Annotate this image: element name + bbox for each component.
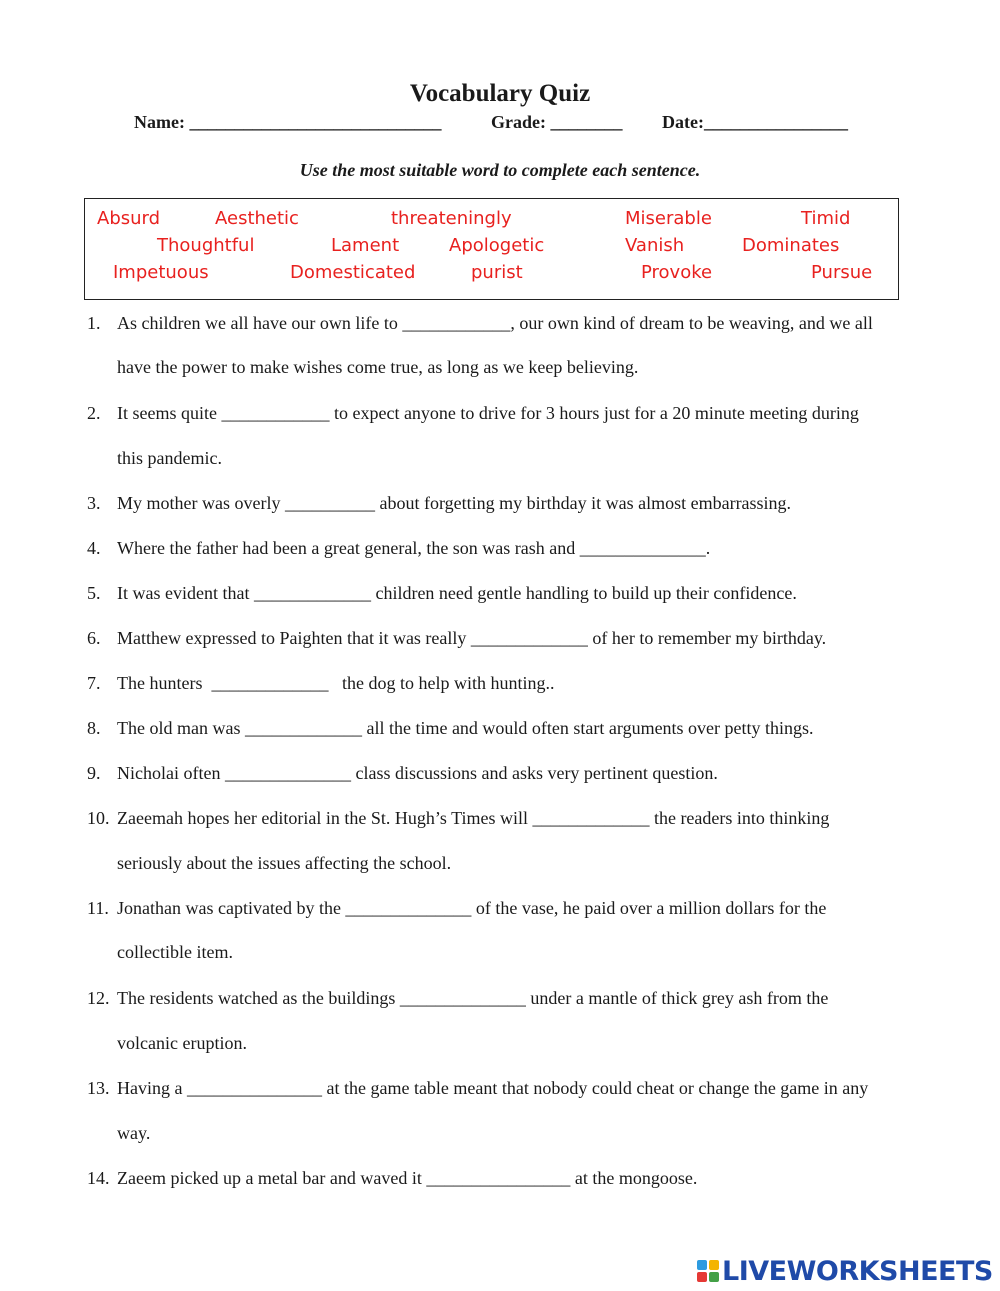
question-text: seriously about the issues affecting the school.: [117, 853, 452, 873]
question-number: 6.: [87, 628, 101, 648]
word-bank-item: Domesticated: [290, 262, 416, 283]
page-title: Vocabulary Quiz: [409, 80, 591, 107]
question-text: collectible item.: [117, 942, 233, 962]
question-text[interactable]: Matthew expressed to Paighten that it was really _____________ of her to remember my birthday.: [117, 628, 827, 648]
question-text[interactable]: It was evident that _____________ children need gentle handling to build up their confidence.: [117, 583, 797, 603]
question-text[interactable]: The residents watched as the buildings ______________ under a mantle of thick grey ash from the: [117, 988, 829, 1008]
question-text: have the power to make wishes come true, as long as we keep believing.: [117, 357, 639, 377]
question-number: 11.: [87, 898, 109, 918]
word-bank-item: Pursue: [811, 262, 873, 283]
question-number: 10.: [87, 808, 110, 828]
question-number: 7.: [87, 673, 101, 693]
question-text[interactable]: Zaeem picked up a metal bar and waved it ________________ at the mongoose.: [117, 1168, 698, 1188]
question-text[interactable]: Zaeemah hopes her editorial in the St. Hugh’s Times will _____________ the readers into thinking: [117, 808, 830, 828]
word-bank-item: purist: [471, 262, 523, 283]
question-number: 9.: [87, 763, 101, 783]
logo-text: LIVEWORKSHEETS: [722, 1255, 993, 1287]
word-bank-item: Provoke: [641, 262, 713, 283]
word-bank-item: Impetuous: [113, 262, 209, 283]
word-bank-item: Thoughtful: [157, 235, 255, 256]
question-text: volcanic eruption.: [117, 1033, 247, 1053]
question-number: 8.: [87, 718, 101, 738]
question-number: 14.: [87, 1168, 110, 1188]
question-number: 5.: [87, 583, 101, 603]
word-bank-item: Vanish: [625, 235, 685, 256]
word-bank-item: Lament: [331, 235, 400, 256]
name-field[interactable]: Name: ____________________________: [134, 112, 442, 132]
question-text: this pandemic.: [117, 448, 222, 468]
word-bank-item: Absurd: [97, 208, 161, 229]
question-text[interactable]: As children we all have our own life to ____________, our own kind of dream to be weaving, and we all: [117, 313, 873, 333]
question-text[interactable]: Nicholai often ______________ class discussions and asks very pertinent question.: [117, 763, 718, 783]
question-number: 12.: [87, 988, 110, 1008]
liveworksheets-logo: [697, 1256, 993, 1286]
question-number: 13.: [87, 1078, 110, 1098]
question-text[interactable]: Having a _______________ at the game table meant that nobody could cheat or change the game in any: [117, 1078, 869, 1098]
liveworksheets-blocks-icon: [697, 1260, 719, 1282]
question-number: 4.: [87, 538, 101, 558]
question-number: 3.: [87, 493, 101, 513]
question-text[interactable]: It seems quite ____________ to expect anyone to drive for 3 hours just for a 20 minute meeting during: [117, 403, 859, 423]
word-bank-item: Timid: [801, 208, 851, 229]
question-number: 2.: [87, 403, 101, 423]
word-bank-item: threateningly: [391, 208, 512, 229]
question-number: 1.: [87, 313, 101, 333]
word-bank-item: Dominates: [742, 235, 840, 256]
instructions: Use the most suitable word to complete each sentence.: [299, 160, 701, 180]
word-bank-item: Aesthetic: [215, 208, 299, 229]
word-bank: [84, 198, 899, 300]
question-text: way.: [117, 1123, 151, 1143]
grade-field[interactable]: Grade: ________: [491, 112, 623, 132]
question-text[interactable]: Where the father had been a great general, the son was rash and ______________.: [117, 538, 711, 558]
question-text[interactable]: The old man was _____________ all the time and would often start arguments over petty things.: [117, 718, 814, 738]
word-bank-item: Apologetic: [449, 235, 545, 256]
word-bank-item: Miserable: [625, 208, 712, 229]
question-text[interactable]: Jonathan was captivated by the ______________ of the vase, he paid over a million dollars for the: [117, 898, 827, 918]
question-text[interactable]: The hunters _____________ the dog to help with hunting..: [117, 673, 555, 693]
date-field[interactable]: Date:________________: [662, 112, 848, 132]
question-text[interactable]: My mother was overly __________ about forgetting my birthday it was almost embarrassing.: [117, 493, 792, 513]
